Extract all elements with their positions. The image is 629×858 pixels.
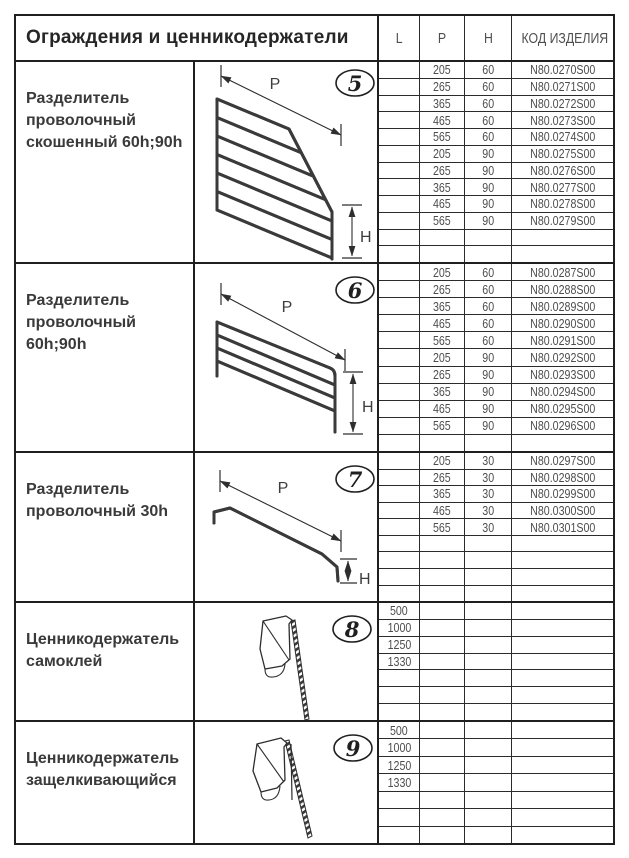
cell-p: 265 [420, 163, 465, 179]
cell-h [465, 687, 512, 703]
cell-p: 205 [420, 146, 465, 162]
section-label: Разделитель проволочный скошенный 60h;90h [16, 62, 195, 262]
table-row [379, 163, 613, 180]
price-holder-snap-drawing [195, 722, 377, 841]
cell-p [420, 774, 465, 790]
section-number: 8 [344, 617, 360, 642]
cell-h [465, 704, 512, 720]
cell-l [379, 670, 420, 686]
wire-divider-straight-drawing [195, 264, 377, 451]
cell-l [379, 384, 420, 400]
table-row [379, 739, 613, 756]
cell-h [465, 230, 512, 246]
cell-l [379, 486, 420, 502]
cell-p [420, 809, 465, 825]
section-label: Разделитель проволочный 60h;90h [16, 264, 195, 451]
table-row [379, 827, 613, 843]
cell-code: N80.0301S00 [529, 519, 596, 535]
dim-label-p: P [281, 299, 293, 316]
cell-h [465, 757, 512, 773]
cell-code [512, 792, 613, 808]
cell-h [465, 654, 512, 670]
table-row [379, 281, 613, 298]
cell-code [512, 637, 613, 653]
cell-p [420, 586, 465, 602]
cell-h [465, 637, 512, 653]
cell-code [512, 586, 613, 602]
cell-p: 465 [420, 112, 465, 128]
cell-code: N80.0289S00 [529, 298, 596, 314]
cell-h: 90 [465, 213, 512, 229]
wire-divider-sloped-drawing [195, 62, 377, 262]
table-row [379, 230, 613, 247]
cell-l: 1000 [379, 739, 420, 755]
table-row [379, 774, 613, 791]
table-row [379, 146, 613, 163]
cell-code: N80.0294S00 [529, 384, 596, 400]
cell-p: 565 [420, 332, 465, 348]
cell-p: 565 [420, 519, 465, 535]
cell-code [512, 230, 613, 246]
cell-l [379, 470, 420, 486]
table-row [379, 179, 613, 196]
cell-h [465, 739, 512, 755]
section-wire-divider-low [16, 453, 613, 603]
cell-p: 465 [420, 196, 465, 212]
cell-h [465, 722, 512, 738]
cell-l [379, 349, 420, 365]
drawing-cell [195, 453, 379, 601]
cell-l [379, 687, 420, 703]
cell-p: 565 [420, 213, 465, 229]
table-row [379, 809, 613, 826]
cell-h [465, 774, 512, 790]
cell-code: N80.0273S00 [529, 112, 596, 128]
cell-p [420, 670, 465, 686]
table-row [379, 213, 613, 230]
cell-l [379, 179, 420, 195]
cell-h [465, 792, 512, 808]
cell-l: 1330 [379, 654, 420, 670]
cell-code: N80.0298S00 [529, 469, 596, 485]
cell-h [465, 603, 512, 619]
table-row [379, 453, 613, 470]
cell-p: 265 [420, 470, 465, 486]
table-row [379, 298, 613, 315]
cell-code [512, 722, 613, 738]
cell-p [420, 687, 465, 703]
cell-h: 90 [465, 349, 512, 365]
table-row [379, 332, 613, 349]
cell-code [512, 809, 613, 825]
section-label: Ценникодержатель защелкивающийся [16, 722, 195, 843]
cell-l [379, 213, 420, 229]
cell-code: N80.0270S00 [529, 62, 596, 78]
cell-p: 565 [420, 418, 465, 434]
price-holder-adhesive-drawing [195, 603, 377, 720]
cell-h [465, 536, 512, 552]
cell-code: N80.0299S00 [529, 486, 596, 502]
cell-h: 90 [465, 196, 512, 212]
cell-h: 30 [465, 503, 512, 519]
cell-code: N80.0296S00 [529, 418, 596, 434]
cell-l [379, 401, 420, 417]
cell-p: 365 [420, 384, 465, 400]
cell-p: 265 [420, 79, 465, 95]
cell-l [379, 704, 420, 720]
cell-h: 30 [465, 486, 512, 502]
cell-p: 205 [420, 62, 465, 78]
cell-l [379, 246, 420, 262]
cell-code: N80.0274S00 [529, 129, 596, 145]
cell-h: 60 [465, 315, 512, 331]
cell-h: 60 [465, 264, 512, 280]
cell-l [379, 163, 420, 179]
column-header-l: L [379, 16, 420, 60]
cell-l [379, 264, 420, 280]
cell-h: 90 [465, 367, 512, 383]
table-row [379, 129, 613, 146]
cell-p [420, 246, 465, 262]
cell-p [420, 230, 465, 246]
cell-h [465, 569, 512, 585]
section-number: 7 [347, 467, 363, 492]
cell-h: 90 [465, 401, 512, 417]
cell-code [512, 670, 613, 686]
cell-code: N80.0272S00 [529, 95, 596, 111]
cell-l: 1330 [379, 774, 420, 790]
table-row [379, 79, 613, 96]
cell-code: N80.0271S00 [529, 79, 596, 95]
cell-p: 365 [420, 96, 465, 112]
cell-p: 205 [420, 264, 465, 280]
cell-h [465, 809, 512, 825]
table-row [379, 470, 613, 487]
cell-h: 60 [465, 281, 512, 297]
cell-h: 60 [465, 96, 512, 112]
cell-h [465, 620, 512, 636]
cell-h: 60 [465, 298, 512, 314]
cell-p [420, 792, 465, 808]
table-row [379, 384, 613, 401]
cell-h: 60 [465, 62, 512, 78]
cell-p: 465 [420, 503, 465, 519]
cell-l [379, 96, 420, 112]
table-row [379, 112, 613, 129]
cell-h: 30 [465, 470, 512, 486]
table-row [379, 62, 613, 79]
section-number: 9 [345, 736, 361, 761]
cell-code [512, 603, 613, 619]
cell-h [465, 827, 512, 843]
cell-p: 265 [420, 281, 465, 297]
cell-p [420, 620, 465, 636]
cell-p [420, 757, 465, 773]
dim-label-h: H [362, 399, 374, 416]
cell-p: 265 [420, 367, 465, 383]
cell-p: 205 [420, 453, 465, 469]
page-title: Ограждения и ценникодержатели [16, 16, 379, 60]
cell-l [379, 453, 420, 469]
cell-l [379, 792, 420, 808]
cell-l [379, 418, 420, 434]
table-row [379, 637, 613, 654]
cell-code: N80.0300S00 [529, 502, 596, 518]
cell-h: 30 [465, 519, 512, 535]
data-rows [379, 62, 613, 262]
cell-h: 60 [465, 79, 512, 95]
cell-l [379, 196, 420, 212]
drawing-cell [195, 603, 379, 720]
cell-l [379, 519, 420, 535]
cell-l [379, 809, 420, 825]
cell-h: 90 [465, 384, 512, 400]
cell-l [379, 281, 420, 297]
table-row [379, 792, 613, 809]
cell-l [379, 298, 420, 314]
table-row [379, 503, 613, 520]
cell-p: 365 [420, 298, 465, 314]
cell-code [512, 620, 613, 636]
cell-l: 500 [379, 603, 420, 619]
data-rows [379, 264, 613, 451]
dim-label-h: H [359, 571, 371, 588]
cell-code [512, 435, 613, 451]
cell-code [512, 704, 613, 720]
cell-code: N80.0290S00 [529, 315, 596, 331]
cell-code [512, 757, 613, 773]
cell-l [379, 112, 420, 128]
cell-l [379, 827, 420, 843]
cell-p: 205 [420, 349, 465, 365]
cell-l [379, 552, 420, 568]
cell-code [512, 246, 613, 262]
cell-l: 1000 [379, 620, 420, 636]
table-row [379, 196, 613, 213]
cell-l [379, 332, 420, 348]
cell-code [512, 687, 613, 703]
column-header-code: КОД ИЗДЕЛИЯ [521, 29, 609, 47]
cell-p [420, 722, 465, 738]
dim-label-p: P [269, 76, 281, 93]
cell-h [465, 552, 512, 568]
table-row [379, 670, 613, 687]
cell-code [512, 774, 613, 790]
section-number: 6 [347, 278, 363, 303]
cell-code: N80.0297S00 [529, 453, 596, 469]
table-row [379, 603, 613, 620]
cell-code: N80.0287S00 [529, 264, 596, 280]
table-row [379, 401, 613, 418]
cell-code: N80.0288S00 [529, 281, 596, 297]
table-row [379, 757, 613, 774]
table-row [379, 704, 613, 720]
cell-code [512, 552, 613, 568]
data-rows [379, 722, 613, 843]
cell-l [379, 230, 420, 246]
table-row [379, 418, 613, 435]
cell-l: 1250 [379, 637, 420, 653]
cell-p [420, 569, 465, 585]
cell-h: 60 [465, 129, 512, 145]
cell-h: 90 [465, 163, 512, 179]
section-price-holder-snap [16, 722, 613, 843]
section-wire-divider-sloped [16, 62, 613, 264]
cell-code: N80.0291S00 [529, 332, 596, 348]
section-label: Разделитель проволочный 30h [16, 453, 195, 601]
cell-h: 60 [465, 332, 512, 348]
products-table [14, 14, 615, 845]
cell-h [465, 586, 512, 602]
cell-l [379, 503, 420, 519]
data-rows [379, 453, 613, 601]
cell-code: N80.0292S00 [529, 350, 596, 366]
cell-p [420, 637, 465, 653]
cell-h: 90 [465, 146, 512, 162]
section-label: Ценникодержатель самоклей [16, 603, 195, 720]
cell-p [420, 704, 465, 720]
cell-h [465, 246, 512, 262]
cell-l [379, 62, 420, 78]
cell-h [465, 670, 512, 686]
table-row [379, 435, 613, 451]
data-rows [379, 603, 613, 720]
cell-code: N80.0293S00 [529, 367, 596, 383]
cell-l [379, 315, 420, 331]
cell-p [420, 827, 465, 843]
cell-l [379, 586, 420, 602]
table-row [379, 654, 613, 671]
drawing-cell [195, 722, 379, 843]
cell-p: 365 [420, 486, 465, 502]
table-row [379, 620, 613, 637]
cell-l: 500 [379, 722, 420, 738]
table-row [379, 519, 613, 536]
cell-l [379, 129, 420, 145]
cell-p: 365 [420, 179, 465, 195]
cell-code [512, 654, 613, 670]
cell-code [512, 569, 613, 585]
wire-divider-low-drawing [195, 453, 377, 601]
table-row [379, 349, 613, 366]
cell-l [379, 435, 420, 451]
cell-h: 60 [465, 112, 512, 128]
cell-code: N80.0275S00 [529, 146, 596, 162]
table-row [379, 552, 613, 569]
table-row [379, 264, 613, 281]
section-number: 5 [347, 71, 363, 96]
cell-p: 465 [420, 401, 465, 417]
cell-h: 90 [465, 179, 512, 195]
dim-label-p: P [277, 480, 289, 497]
cell-p [420, 536, 465, 552]
cell-l [379, 79, 420, 95]
section-price-holder-adhesive [16, 603, 613, 722]
cell-l [379, 146, 420, 162]
cell-p: 465 [420, 315, 465, 331]
drawing-cell [195, 62, 379, 262]
cell-p [420, 739, 465, 755]
cell-l: 1250 [379, 757, 420, 773]
cell-p [420, 603, 465, 619]
table-row [379, 536, 613, 553]
table-row [379, 486, 613, 503]
table-row [379, 96, 613, 113]
table-row [379, 367, 613, 384]
cell-p [420, 435, 465, 451]
drawing-cell [195, 264, 379, 451]
table-row [379, 246, 613, 262]
column-header-p: P [420, 16, 465, 60]
cell-code [512, 536, 613, 552]
table-row [379, 586, 613, 602]
cell-code: N80.0279S00 [529, 213, 596, 229]
cell-h: 90 [465, 418, 512, 434]
cell-h: 30 [465, 453, 512, 469]
cell-p [420, 654, 465, 670]
cell-code: N80.0278S00 [529, 196, 596, 212]
cell-p: 565 [420, 129, 465, 145]
table-row [379, 722, 613, 739]
cell-code [512, 739, 613, 755]
dim-label-h: H [360, 229, 372, 246]
cell-code: N80.0277S00 [529, 179, 596, 195]
table-row [379, 315, 613, 332]
cell-h [465, 435, 512, 451]
table-row [379, 687, 613, 704]
cell-l [379, 536, 420, 552]
column-header-h: H [465, 16, 512, 60]
cell-code [512, 827, 613, 843]
cell-l [379, 569, 420, 585]
cell-l [379, 367, 420, 383]
cell-code: N80.0295S00 [529, 401, 596, 417]
cell-p [420, 552, 465, 568]
cell-code: N80.0276S00 [529, 162, 596, 178]
section-wire-divider-straight [16, 264, 613, 453]
table-row [379, 569, 613, 586]
table-header [16, 16, 613, 62]
